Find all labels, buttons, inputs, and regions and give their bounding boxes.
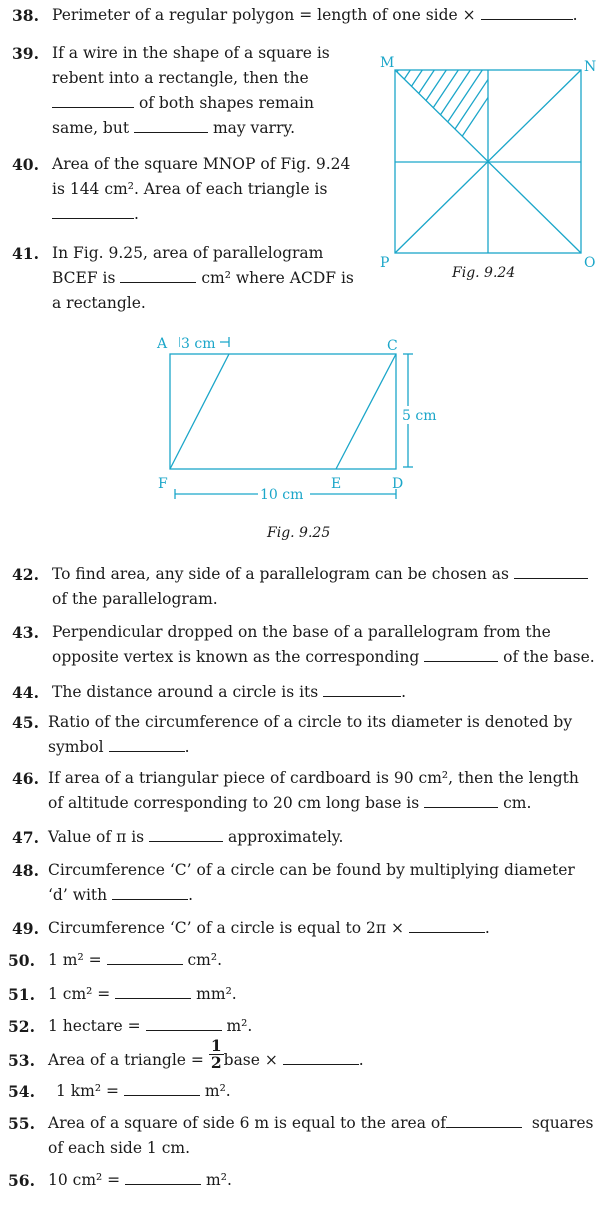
question-number: 52. bbox=[8, 1017, 35, 1036]
question-55-line1 bbox=[48, 1111, 593, 1136]
label-m: M bbox=[380, 55, 395, 71]
question-number: 47. bbox=[12, 828, 39, 847]
question-42-line1 bbox=[52, 562, 588, 587]
question-number: 48. bbox=[12, 861, 39, 880]
question-text: m². bbox=[204, 1082, 231, 1100]
question-text: To find area, any side of a parallelogram can be chosen as bbox=[52, 565, 509, 583]
answer-blank[interactable] bbox=[146, 1018, 222, 1031]
question-text: BCEF is bbox=[52, 269, 116, 287]
question-43-line1: Perpendicular dropped on the base of a parallelogram from the bbox=[52, 623, 551, 641]
question-text: cm². bbox=[187, 951, 223, 969]
question-text: cm² where ACDF is bbox=[201, 269, 354, 287]
answer-blank[interactable] bbox=[424, 795, 498, 808]
figure-9-25 bbox=[150, 330, 450, 510]
question-45-line2 bbox=[48, 735, 190, 760]
question-number: 46. bbox=[12, 769, 39, 788]
question-50 bbox=[48, 948, 222, 973]
question-40-line1: Area of the square MNOP of Fig. 9.24 bbox=[52, 155, 351, 173]
answer-blank[interactable] bbox=[481, 7, 573, 20]
question-54 bbox=[56, 1079, 231, 1104]
question-text: Area of a triangle = bbox=[48, 1051, 204, 1069]
answer-blank[interactable] bbox=[283, 1052, 359, 1065]
question-number: 39. bbox=[12, 44, 39, 63]
question-41-line3: a rectangle. bbox=[52, 294, 146, 312]
answer-blank[interactable] bbox=[323, 684, 401, 697]
question-text: of altitude corresponding to 20 cm long base is bbox=[48, 794, 420, 812]
label-n: N bbox=[584, 59, 597, 75]
answer-blank[interactable] bbox=[52, 206, 134, 219]
question-49 bbox=[48, 916, 490, 941]
question-text: The distance around a circle is its bbox=[52, 683, 319, 701]
question-text: Circumference ‘C’ of a circle is equal to 2π × bbox=[48, 919, 404, 937]
figure-9-24 bbox=[375, 50, 610, 275]
punct: . bbox=[184, 738, 190, 756]
question-text: symbol bbox=[48, 738, 104, 756]
question-39-line2: rebent into a rectangle, then the bbox=[52, 69, 309, 87]
side-bf bbox=[170, 354, 229, 469]
question-number: 56. bbox=[8, 1171, 35, 1190]
question-text: 1 m² = bbox=[48, 951, 102, 969]
figure-caption: Fig. 9.24 bbox=[452, 265, 516, 281]
question-text: ‘d’ with bbox=[48, 886, 108, 904]
answer-blank[interactable] bbox=[120, 270, 196, 283]
question-text: 1 hectare = bbox=[48, 1017, 141, 1035]
punct: . bbox=[484, 919, 490, 937]
answer-blank[interactable] bbox=[115, 986, 191, 999]
question-text: base × bbox=[223, 1051, 278, 1069]
question-text: opposite vertex is known as the corresponding bbox=[52, 648, 420, 666]
question-text: 1 cm² = bbox=[48, 985, 111, 1003]
question-text: may varry. bbox=[212, 119, 296, 137]
answer-blank[interactable] bbox=[409, 920, 485, 933]
question-text: squares bbox=[531, 1114, 594, 1132]
question-text: cm. bbox=[503, 794, 532, 812]
question-46-line2 bbox=[48, 791, 531, 816]
question-number: 49. bbox=[12, 919, 39, 938]
question-text: of both shapes remain bbox=[138, 94, 314, 112]
answer-blank[interactable] bbox=[125, 1172, 201, 1185]
question-number: 45. bbox=[12, 713, 39, 732]
question-number: 53. bbox=[8, 1051, 35, 1070]
answer-blank[interactable] bbox=[446, 1115, 522, 1128]
question-41-line2 bbox=[52, 266, 354, 291]
question-number: 42. bbox=[12, 565, 39, 584]
answer-blank[interactable] bbox=[149, 829, 223, 842]
question-43-line2 bbox=[52, 645, 595, 670]
answer-blank[interactable] bbox=[514, 566, 588, 579]
answer-blank[interactable] bbox=[112, 887, 188, 900]
question-number: 55. bbox=[8, 1114, 35, 1133]
fraction-one-half: $\frac{1}{2}$ bbox=[210, 1035, 222, 1072]
label-f: F bbox=[158, 476, 168, 492]
question-46-line1: If area of a triangular piece of cardboard is 90 cm², then the length bbox=[48, 769, 579, 787]
question-number: 44. bbox=[12, 683, 39, 702]
answer-blank[interactable] bbox=[52, 95, 134, 108]
question-text: mm². bbox=[196, 985, 237, 1003]
label-a: A bbox=[157, 336, 168, 352]
question-56 bbox=[48, 1168, 232, 1193]
question-48-line1: Circumference ‘C’ of a circle can be found by multiplying diameter bbox=[48, 861, 575, 879]
question-text: Value of bbox=[48, 828, 112, 846]
question-41-line1: In Fig. 9.25, area of parallelogram bbox=[52, 244, 324, 262]
label-p: P bbox=[380, 255, 390, 271]
answer-blank[interactable] bbox=[107, 952, 183, 965]
question-number: 38. bbox=[12, 6, 39, 25]
dim-label-3cm: 3 cm bbox=[181, 336, 216, 352]
answer-blank[interactable] bbox=[109, 739, 185, 752]
answer-blank[interactable] bbox=[134, 120, 208, 133]
dim-label-5cm: 5 cm bbox=[402, 408, 437, 424]
question-48-line2 bbox=[48, 883, 193, 908]
punct: . bbox=[134, 205, 139, 223]
label-d: D bbox=[392, 476, 404, 492]
question-53 bbox=[48, 1035, 364, 1073]
question-number: 50. bbox=[8, 951, 35, 970]
question-text: approximately. bbox=[227, 828, 344, 846]
question-42-line2: of the parallelogram. bbox=[52, 590, 218, 608]
question-47 bbox=[48, 825, 343, 850]
rectangle-acdf bbox=[170, 354, 396, 469]
question-text: m². bbox=[206, 1171, 232, 1189]
question-39-line1: If a wire in the shape of a square is bbox=[52, 44, 330, 62]
figure-caption: Fig. 9.25 bbox=[267, 525, 331, 541]
question-40-line2: is 144 cm². Area of each triangle is bbox=[52, 180, 328, 198]
question-number: 43. bbox=[12, 623, 39, 642]
punct: . bbox=[401, 683, 407, 701]
question-40-line3 bbox=[52, 202, 139, 227]
punct: . bbox=[188, 886, 194, 904]
question-text: is bbox=[131, 828, 145, 846]
question-text: Perimeter of a regular polygon = length of one side × bbox=[52, 6, 476, 24]
question-number: 41. bbox=[12, 244, 39, 263]
question-51 bbox=[48, 982, 237, 1007]
question-number: 51. bbox=[8, 985, 35, 1004]
question-number: 54. bbox=[8, 1082, 35, 1101]
label-c: C bbox=[387, 338, 398, 354]
question-39-line3 bbox=[52, 91, 314, 116]
label-o: O bbox=[584, 255, 596, 271]
question-number: 40. bbox=[12, 155, 39, 174]
question-55-line2: of each side 1 cm. bbox=[48, 1139, 191, 1157]
question-45-line1: Ratio of the circumference of a circle to its diameter is denoted by bbox=[48, 713, 573, 731]
question-text: m². bbox=[226, 1017, 253, 1035]
pi-symbol: π bbox=[116, 828, 127, 846]
question-44 bbox=[52, 680, 406, 705]
question-text: 10 cm² = bbox=[48, 1171, 121, 1189]
side-ce bbox=[336, 354, 396, 469]
question-text: same, but bbox=[52, 119, 130, 137]
question-52 bbox=[48, 1014, 252, 1039]
question-text: Area of a square of side 6 m is equal to the area of bbox=[48, 1114, 446, 1132]
punct: . bbox=[572, 6, 578, 24]
question-38 bbox=[52, 3, 578, 28]
question-text: of the base. bbox=[503, 648, 595, 666]
answer-blank[interactable] bbox=[124, 1083, 200, 1096]
answer-blank[interactable] bbox=[424, 649, 498, 662]
dim-label-10cm: 10 cm bbox=[260, 487, 304, 503]
question-text: 1 km² = bbox=[56, 1082, 120, 1100]
question-39-line4 bbox=[52, 116, 295, 141]
punct: . bbox=[358, 1051, 364, 1069]
label-e: E bbox=[331, 476, 342, 492]
